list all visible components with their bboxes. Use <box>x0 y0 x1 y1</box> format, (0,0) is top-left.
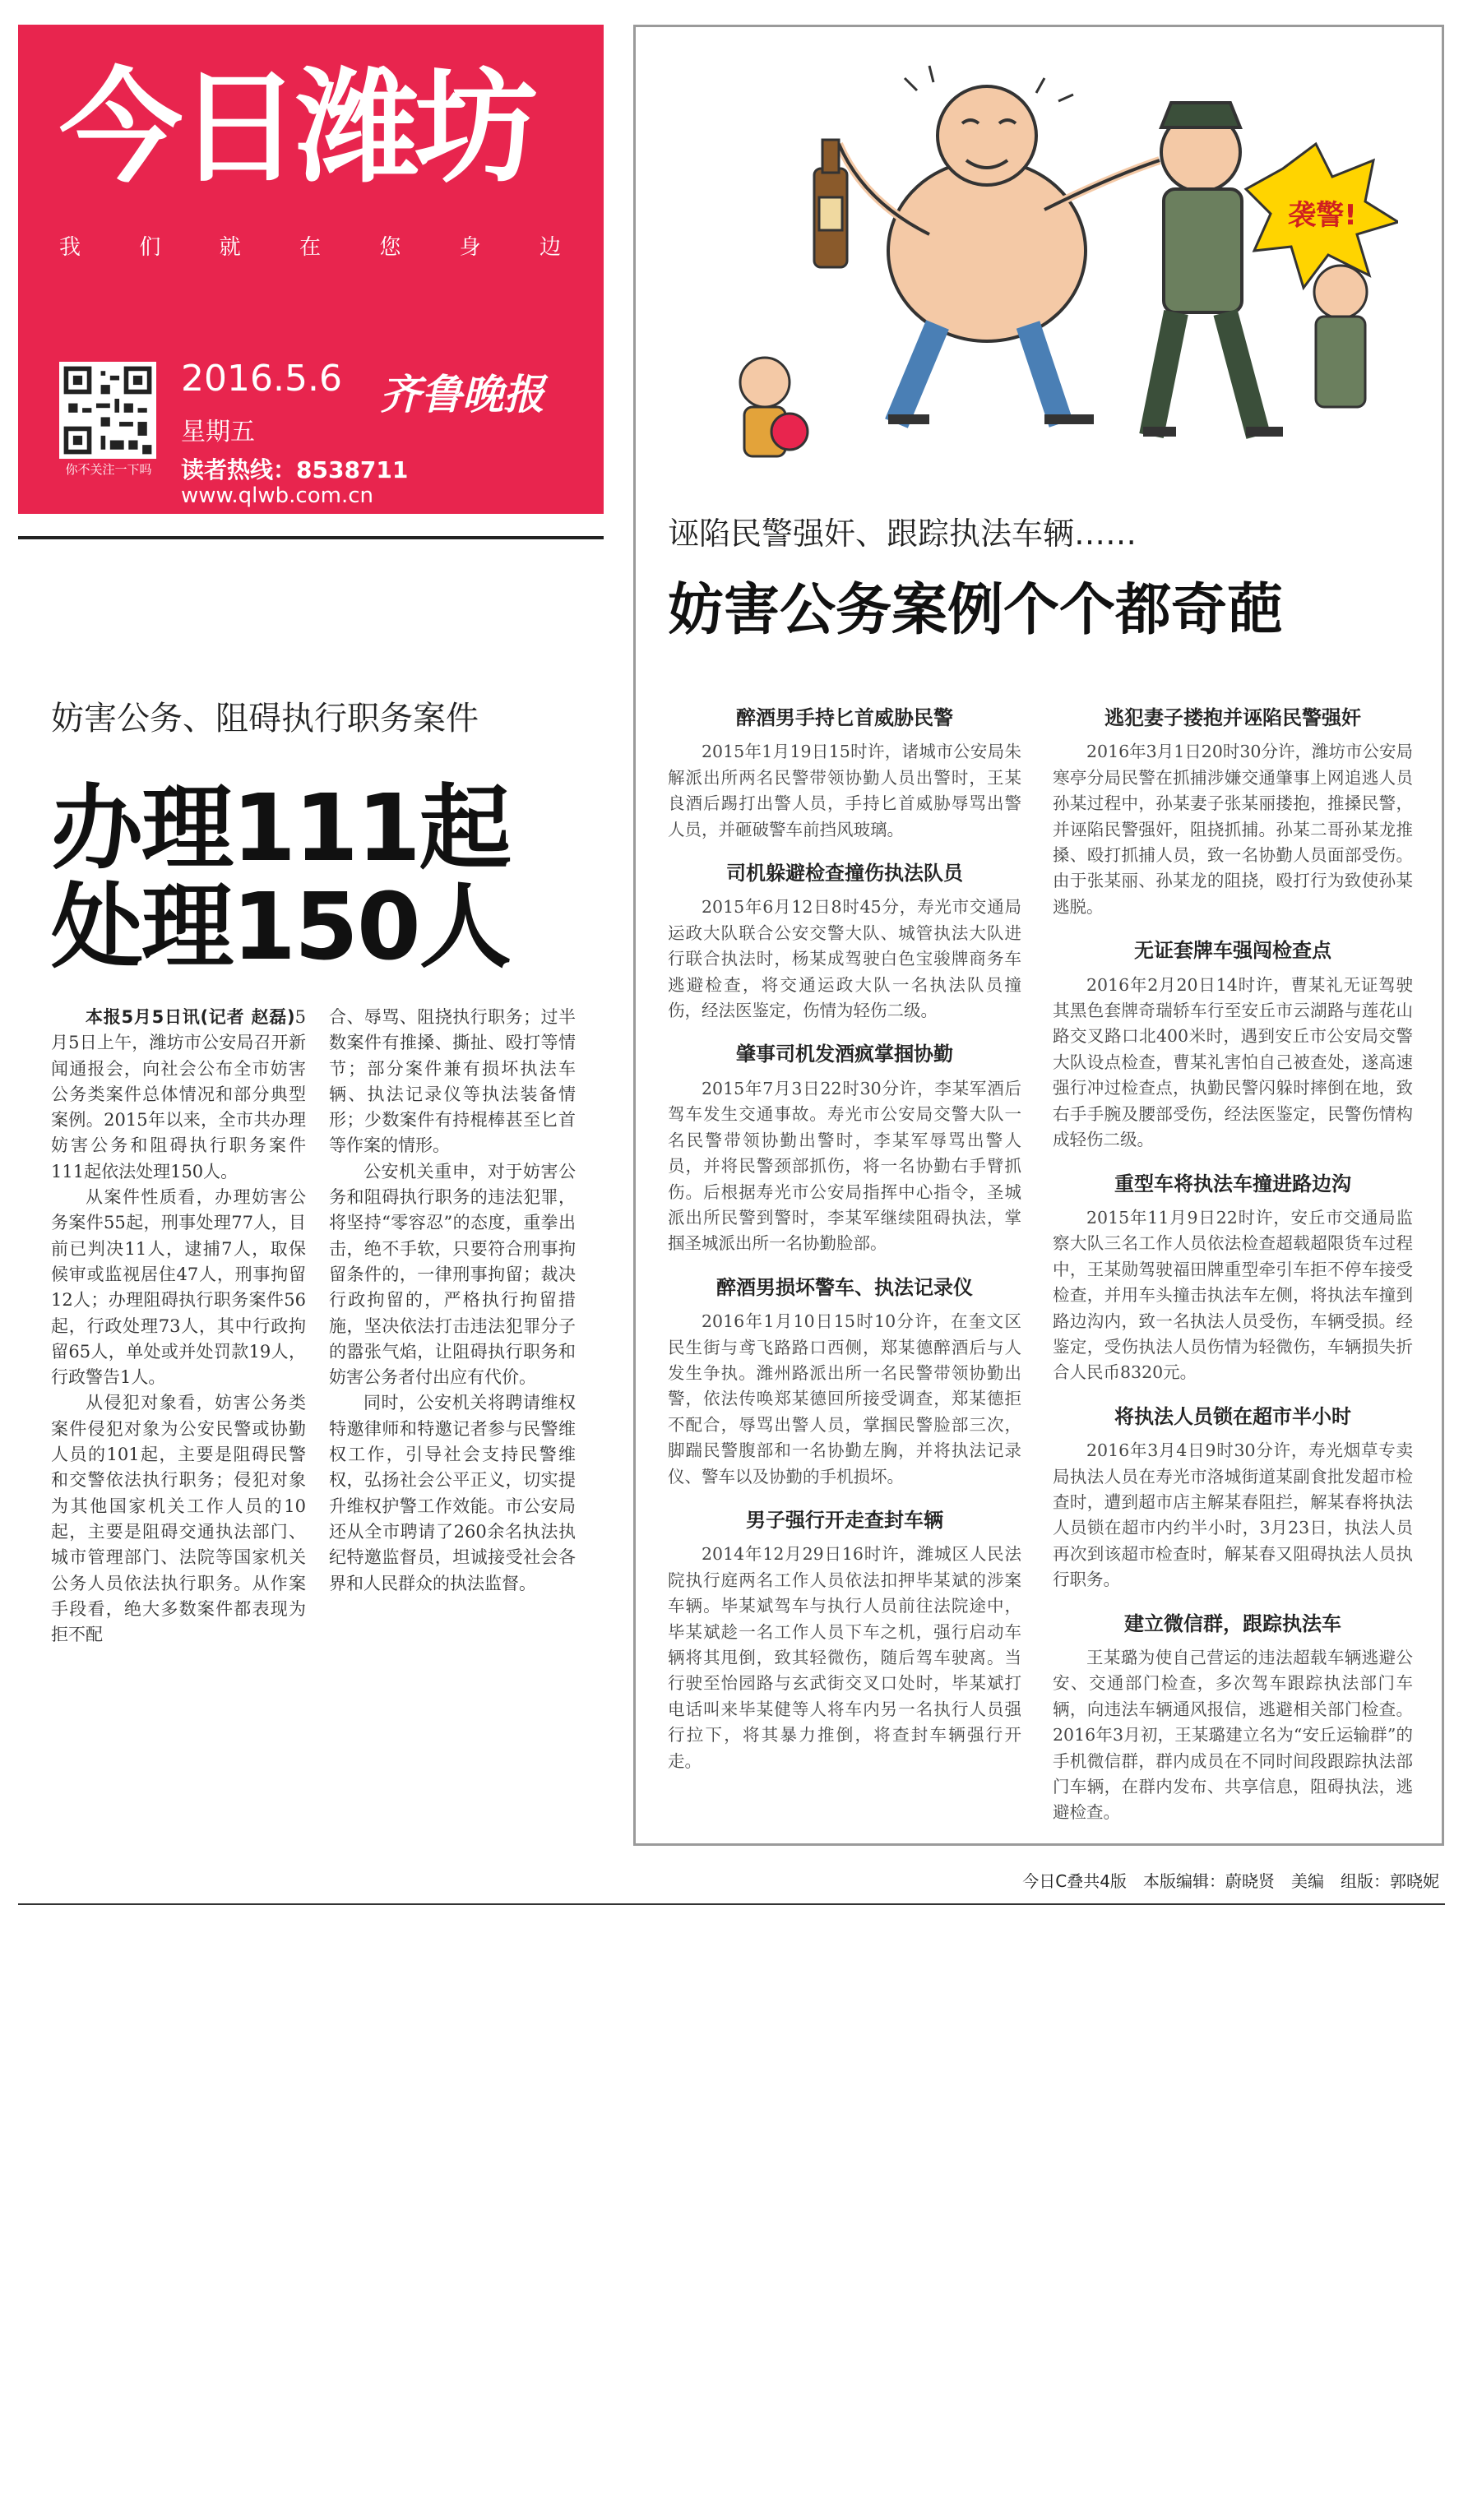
case-subhead: 建立微信群，跟踪执法车 <box>1124 1611 1341 1635</box>
masthead-logo: 今日潍坊 <box>59 57 534 200</box>
child-figure <box>740 358 808 456</box>
paragraph: 从案件性质看，办理妨害公务案件55起，刑事处理77人，目前已判决11人，逮捕7人，取保候审或监视居住47人，刑事拘留12人；办理阻碍执行职务案件56起，行政处理73人，其中行政拘留65人，单处或并处罚款19人，行政警告1人。 <box>51 1187 306 1388</box>
case-paragraph: 2015年7月3日22时30分许，李某军酒后驾车发生交通事故。寿光市公安局交警大队一名民警带领协勤出警时，李某军辱骂出警人员，并将民警颈部抓伤，将一名协勤右手臂抓伤。后根据寿光市公安局指挥中心指令，圣城派出所民警到警时，李某军继续阻碍执法，掌掴圣城派出所一名协勤脸部。 <box>668 1078 1021 1254</box>
footer-divider <box>18 1903 1445 1905</box>
left-story-headline-line1: 办理111起 <box>51 775 510 882</box>
drunk-man-figure <box>839 86 1160 423</box>
cartoon-caption: 袭警! <box>1288 199 1357 232</box>
page-credits: 今日C叠共4版 本版编辑：蔚晓贤 美编 组版：郭晓妮 <box>1022 1871 1439 1891</box>
left-story-column-1 <box>51 1005 306 1648</box>
right-story-kicker: 诬陷民警强奸、跟踪执法车辆…… <box>668 516 1137 552</box>
case-subhead: 逃犯妻子搂抱并诬陷民警强奸 <box>1104 706 1361 729</box>
left-story-kicker: 妨害公务、阻碍执行职务案件 <box>51 700 479 738</box>
paragraph: 合、辱骂、阻挠执行职务；过半数案件有推搡、撕扯、殴打等情节；部分案件兼有损坏执法车辆、执法记录仪等执法装备情形；少数案件有持棍棒甚至匕首等作案的情形。 <box>329 1007 576 1156</box>
case-subhead: 司机躲避检查撞伤执法队员 <box>726 862 963 885</box>
case-paragraph: 2016年3月1日20时30分许，潍坊市公安局寒亭分局民警在抓捕涉嫌交通肇事上网追逃人员孙某过程中，孙某妻子张某丽搂抱，推搡民警，并诬陷民警强奸，阻挠抓捕。孙某二哥孙某龙推搡、殴打抓捕人员，致一名协勤人员面部受伤。由于张某丽、孙某龙的阻挠，殴打行为致使孙某逃脱。 <box>1053 742 1413 917</box>
masthead <box>18 25 604 514</box>
case-paragraph: 2016年3月4日9时30分许，寿光烟草专卖局执法人员在寿光市洛城街道某副食批发超市检查时，遭到超市店主解某春阻拦，解某春将执法人员锁在超市内约半小时，3月23日，执法人员再次到该超市检查时，解某春又阻碍执法人员执行职务。 <box>1053 1440 1413 1590</box>
case-paragraph: 2015年6月12日8时45分，寿光市交通局运政大队联合公安交警大队、城管执法大队进行联合执法时，杨某成驾驶白色宝骏牌商务车逃避检查，将交通运政大队一名执法队员撞伤，经法医鉴定，伤情为轻伤二级。 <box>668 897 1021 1021</box>
slogan-char: 在 <box>299 235 321 260</box>
case-paragraph: 2015年11月9日22时许，安丘市交通局监察大队三名工作人员依法检查超载超限货车过程中，王某勋驾驶福田牌重型牵引车拒不停车接受检查，并用车头撞击执法车左侧，将执法车撞到路边沟内，致一名执法人员受伤，车辆受损。经鉴定，受伤执法人员伤情为轻微伤，车辆损失折合人民币8320元。 <box>1053 1207 1413 1383</box>
case-paragraph: 王某璐为使自己营运的违法超载车辆逃避公安、交通部门检查，多次驾车跟踪执法部门车辆，向违法车辆通风报信，逃避相关部门检查。2016年3月初，王某璐建立名为“安丘运输群”的手机微信群，群内成员在不同时间段跟踪执法部门车辆，在群内发布、共享信息，阻碍执法，逃避检查。 <box>1053 1648 1413 1823</box>
slogan-char: 们 <box>139 235 161 260</box>
case-subhead: 醉酒男手持匕首威胁民警 <box>736 706 953 729</box>
case-paragraph: 2016年1月10日15时10分许，在奎文区民生街与鸢飞路路口西侧，郑某德醉酒后与人发生争执。潍州路派出所一名民警带领协勤出警，依法传唤郑某德回所接受调查，郑某德拒不配合，辱骂出警人员，掌掴民警脸部三次，脚踹民警腹部和一名协勤左胸，并将执法记录仪、警车以及协勤的手机损坏。 <box>668 1311 1021 1487</box>
slogan-char: 就 <box>219 235 241 260</box>
case-paragraph: 2015年1月19日15时许，诸城市公安局朱解派出所两名民警带领协勤人员出警时，王某良酒后踢打出警人员，手持匕首威胁辱骂出警人员，并砸破警车前挡风玻璃。 <box>668 742 1021 839</box>
right-story-column-2 <box>1053 705 1413 1826</box>
police-officer-figure <box>1143 103 1283 436</box>
case-paragraph: 2014年12月29日16时许，潍城区人民法院执行庭两名工作人员依法扣押毕某斌的涉案车辆。毕某斌驾车与执行人员前往法院途中，毕某斌趁一名工作人员下车之机，强行启动车辆将其甩倒，致其轻微伤，随后驾车驶离。当行驶至怡园路与玄武街交叉口处时，毕某斌打电话叫来毕某健等人将车内另一名执行人员强行拉下，将其暴力推倒，将查封车辆强行开走。 <box>668 1544 1021 1771</box>
burst-icon <box>1246 144 1398 288</box>
qr-code-icon[interactable] <box>59 362 156 459</box>
newspaper-name: 齐鲁晚报 <box>380 370 544 418</box>
slogan-char: 边 <box>539 235 561 260</box>
case-subhead: 醉酒男损坏警车、执法记录仪 <box>716 1275 973 1299</box>
cartoon-illustration <box>658 45 1398 473</box>
paragraph: 公安机关重申，对于妨害公务和阻碍执行职务的违法犯罪，将坚持“零容忍”的态度，重拳出击，绝不手软，只要符合刑事拘留条件的，一律刑事拘留；裁决行政拘留的，严格执行拘留措施，坚决依法打击违法犯罪分子的嚣张气焰，让阻碍执行职务和妨害公务者付出应有代价。 <box>329 1161 576 1388</box>
case-subhead: 重型车将执法车撞进路边沟 <box>1114 1172 1351 1195</box>
case-subhead: 无证套牌车强闯检查点 <box>1134 939 1331 963</box>
paragraph <box>51 1005 306 1185</box>
paragraph-text: 5月5日上午，潍坊市公安局召开新闻通报会，向社会公布全市妨害公务类案件总体情况和部分典型案例。2015年以来，全市共办理妨害公务和阻碍执行职务案件111起依法处理150人。 <box>51 1007 306 1181</box>
slogan-char: 我 <box>59 235 81 260</box>
byline: 本报5月5日讯(记者 赵磊) <box>86 1007 295 1027</box>
left-story-column-2 <box>329 1005 576 1597</box>
reader-hotline: 读者热线：8538711 <box>181 456 409 483</box>
case-subhead: 将执法人员锁在超市半小时 <box>1114 1404 1351 1428</box>
left-story-headline-line2: 处理150人 <box>51 874 510 981</box>
qr-caption: 你不关注一下吗 <box>65 462 152 477</box>
publication-date: 2016.5.6 <box>181 358 342 400</box>
publication-weekday: 星期五 <box>181 418 255 446</box>
right-story-headline: 妨害公务案例个个都奇葩 <box>668 578 1284 643</box>
website-link[interactable]: www.qlwb.com.cn <box>181 483 373 508</box>
case-subhead: 肇事司机发酒疯掌掴协勤 <box>736 1043 953 1066</box>
case-paragraph: 2016年2月20日14时许，曹某礼无证驾驶其黑色套牌奇瑞轿车行至安丘市云湖路与莲花山路交叉路口北400米时，遇到安丘市公安局交警大队设点检查，曹某礼害怕自己被查处，遂高速强行冲过检查点，执勤民警闪躲时摔倒在地，致右手手腕及腰部受伤，经法医鉴定，民警伤情构成轻伤二级。 <box>1053 974 1413 1150</box>
paragraph: 从侵犯对象看，妨害公务类案件侵犯对象为公安民警或协勤人员的101起，主要是阻碍民警和交警依法执行职务；侵犯对象为其他国家机关工作人员的10起，主要是阻碍交通执法部门、城市管理部门、法院等国家机关公务人员依法执行职务。从作案手段看，绝大多数案件都表现为拒不配 <box>51 1393 306 1645</box>
paragraph: 同时，公安机关将聘请维权特邀律师和特邀记者参与民警维权工作，引导社会支持民警维权，弘扬社会公平正义，切实提升维权护警工作效能。市公安局还从全市聘请了260余名执法执纪特邀监督员，坦诚接受社会各界和人民群众的执法监督。 <box>329 1393 576 1593</box>
section-divider <box>18 536 604 539</box>
slogan-char: 您 <box>379 235 401 260</box>
masthead-slogan <box>59 230 561 261</box>
slogan-char: 身 <box>459 235 481 260</box>
case-subhead: 男子强行开走查封车辆 <box>746 1508 943 1532</box>
right-story-column-1 <box>668 705 1021 1774</box>
police-officer-small-figure <box>1314 266 1367 407</box>
